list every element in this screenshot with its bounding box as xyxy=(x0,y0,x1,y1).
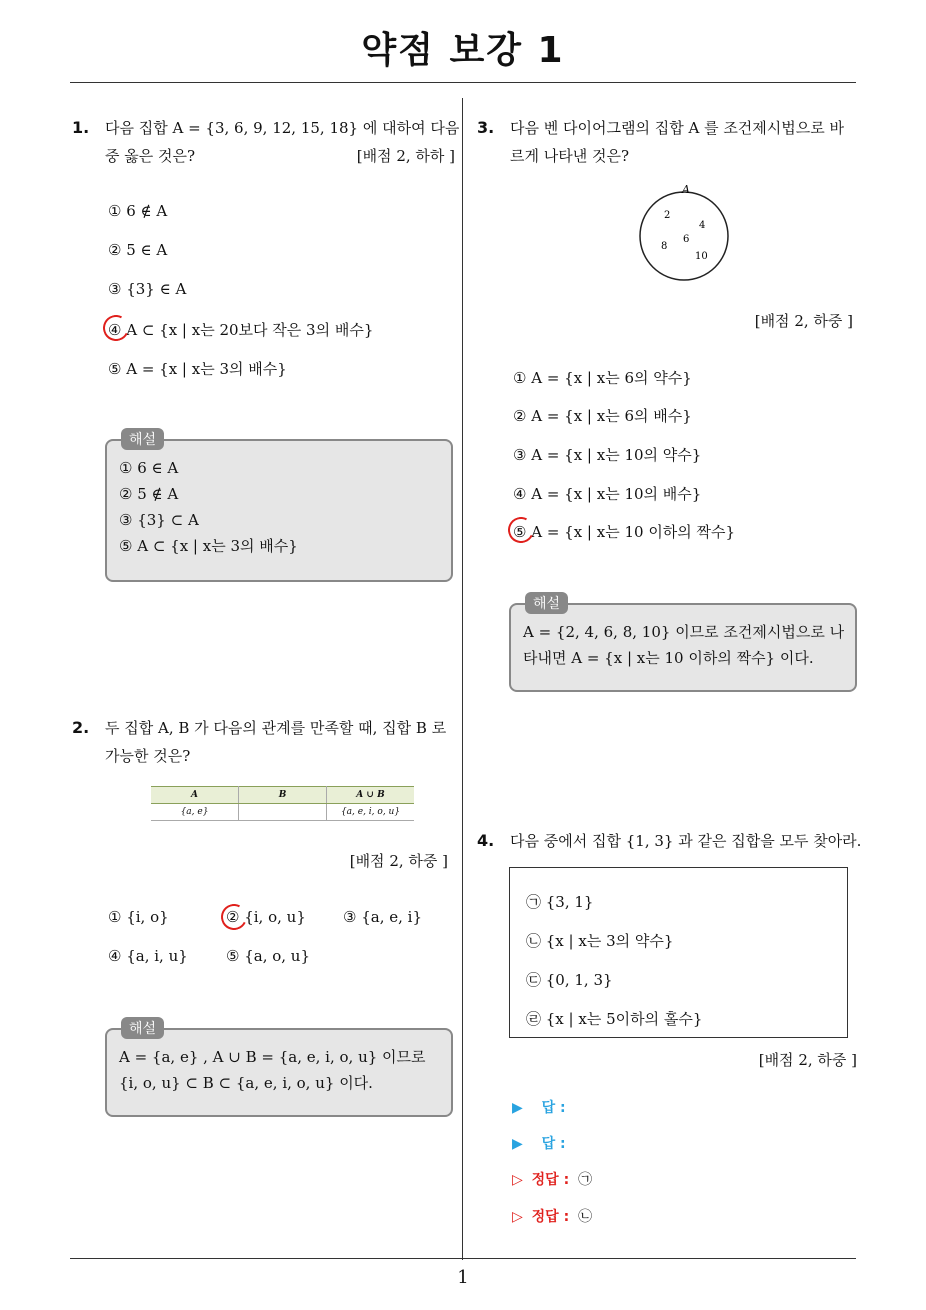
q1-solution-line: ② 5 ∉ A xyxy=(119,485,179,503)
q3-option-3[interactable]: ③ A = {x | x는 10의 약수} xyxy=(513,446,702,464)
venn-label: A xyxy=(682,183,690,196)
q2-option-1[interactable]: ① {i, o} xyxy=(108,908,169,926)
q1-option-5[interactable]: ⑤ A = {x | x는 3의 배수} xyxy=(108,360,287,378)
correct-label: 정답 : xyxy=(531,1172,570,1188)
q2-text xyxy=(105,714,455,770)
q1-solution-box xyxy=(105,432,453,582)
q1-solution-line: ⑤ A ⊂ {x | x는 3의 배수} xyxy=(119,537,298,555)
q2-option-2[interactable]: ② {i, o, u} xyxy=(226,908,306,926)
table-cell xyxy=(239,804,327,821)
q3-text-line1: 다음 벤 다이어그램의 집합 A 를 조건제시법으로 바 xyxy=(510,119,845,137)
q2-score: [배점 2, 하중 ] xyxy=(349,852,448,870)
correct-answer-row-1 xyxy=(512,1169,592,1189)
q2-option-5[interactable]: ⑤ {a, o, u} xyxy=(226,947,311,965)
correct-answer-value: ㉡ xyxy=(578,1209,593,1225)
q3-option-1[interactable]: ① A = {x | x는 6의 약수} xyxy=(513,369,692,387)
play-icon: ▶ xyxy=(512,1100,523,1116)
q3-option-2[interactable]: ② A = {x | x는 6의 배수} xyxy=(513,407,692,425)
q1-number: 1. xyxy=(72,118,90,137)
q4-item: ㉡ {x | x는 3의 약수} xyxy=(526,932,674,950)
q1-score: [배점 2, 하하 ] xyxy=(356,147,455,165)
q2-solution-tag: 해설 xyxy=(121,1017,164,1039)
q1-option-3[interactable]: ③ {3} ∈ A xyxy=(108,280,187,298)
q3-number: 3. xyxy=(477,118,495,137)
answer-label: 답 : xyxy=(541,1100,566,1116)
answer-row-2 xyxy=(512,1133,771,1153)
column-divider xyxy=(462,98,463,1260)
q3-solution-tag: 해설 xyxy=(525,592,568,614)
q4-item-box xyxy=(509,867,848,1038)
outline-play-icon: ▷ xyxy=(512,1172,523,1188)
q2-text-line2: 가능한 것은? xyxy=(105,747,191,765)
q2-number: 2. xyxy=(72,718,90,737)
venn-element: 2 xyxy=(664,210,671,221)
q1-text-line2: 중 옳은 것은? xyxy=(105,147,196,165)
q1-option-1[interactable]: ① 6 ∉ A xyxy=(108,202,168,220)
header-divider xyxy=(70,82,856,83)
q1-solution-line: ③ {3} ⊂ A xyxy=(119,511,199,529)
correct-answer-value: ㉠ xyxy=(578,1172,593,1188)
q4-item: ㉢ {0, 1, 3} xyxy=(526,971,613,989)
q2-solution-line: {i, o, u} ⊂ B ⊂ {a, e, i, o, u} 이다. xyxy=(119,1074,373,1092)
venn-element: 10 xyxy=(695,251,708,262)
play-icon: ▶ xyxy=(512,1136,523,1152)
q1-option-4[interactable]: ④ A ⊂ {x | x는 20보다 작은 3의 배수} xyxy=(108,321,374,339)
q2-option-4[interactable]: ④ {a, i, u} xyxy=(108,947,188,965)
table-header: A xyxy=(151,787,239,804)
q1-solution-line: ① 6 ∈ A xyxy=(119,459,179,477)
q4-score: [배점 2, 하중 ] xyxy=(758,1051,857,1069)
page-title: 약점 보강 1 xyxy=(361,30,565,71)
table-cell: {a, e, i, o, u} xyxy=(327,804,415,821)
table-header: A ∪ B xyxy=(327,787,415,804)
q4-item: ㉣ {x | x는 5이하의 홀수} xyxy=(526,1010,703,1028)
table-cell: {a, e} xyxy=(151,804,239,821)
q1-option-2[interactable]: ② 5 ∈ A xyxy=(108,241,168,259)
q3-solution-line: A = {2, 4, 6, 8, 10} 이므로 조건제시법으로 나 xyxy=(523,623,845,641)
page-number: 1 xyxy=(457,1267,469,1288)
answer-row-1 xyxy=(512,1097,771,1117)
q3-option-4[interactable]: ④ A = {x | x는 10의 배수} xyxy=(513,485,702,503)
q2-set-table xyxy=(151,786,414,821)
q3-text-line2: 르게 나타낸 것은? xyxy=(510,147,630,165)
q3-venn-diagram xyxy=(632,183,736,283)
answer-label: 답 : xyxy=(541,1136,566,1152)
correct-answer-row-2 xyxy=(512,1206,592,1226)
q2-selected-mark xyxy=(218,901,251,934)
q4-number: 4. xyxy=(477,831,495,850)
q2-solution-box xyxy=(105,1021,453,1117)
venn-element: 8 xyxy=(661,241,668,252)
correct-label: 정답 : xyxy=(531,1209,570,1225)
q3-text xyxy=(510,114,860,170)
q2-text-line1: 두 집합 A, B 가 다음의 관계를 만족할 때, 집합 B 로 xyxy=(105,719,447,737)
q2-option-3[interactable]: ③ {a, e, i} xyxy=(343,908,422,926)
q4-item: ㉠ {3, 1} xyxy=(526,893,594,911)
q3-solution-box xyxy=(509,596,857,692)
table-header: B xyxy=(239,787,327,804)
q1-text xyxy=(105,114,460,170)
q1-text-line1: 다음 집합 A = {3, 6, 9, 12, 15, 18} 에 대하여 다음 xyxy=(105,119,460,137)
q3-solution-line: 타내면 A = {x | x는 10 이하의 짝수} 이다. xyxy=(523,649,814,667)
q2-solution-line: A = {a, e} , A ∪ B = {a, e, i, o, u} 이므로 xyxy=(119,1048,426,1066)
venn-element: 4 xyxy=(699,220,706,231)
q3-score: [배점 2, 하중 ] xyxy=(754,312,853,330)
venn-element: 6 xyxy=(683,234,690,245)
outline-play-icon: ▷ xyxy=(512,1209,523,1225)
q4-text: 다음 중에서 집합 {1, 3} 과 같은 집합을 모두 찾아라. xyxy=(510,832,862,850)
q1-solution-tag: 해설 xyxy=(121,428,164,450)
q3-option-5[interactable]: ⑤ A = {x | x는 10 이하의 짝수} xyxy=(513,523,736,541)
footer-divider xyxy=(70,1258,856,1259)
